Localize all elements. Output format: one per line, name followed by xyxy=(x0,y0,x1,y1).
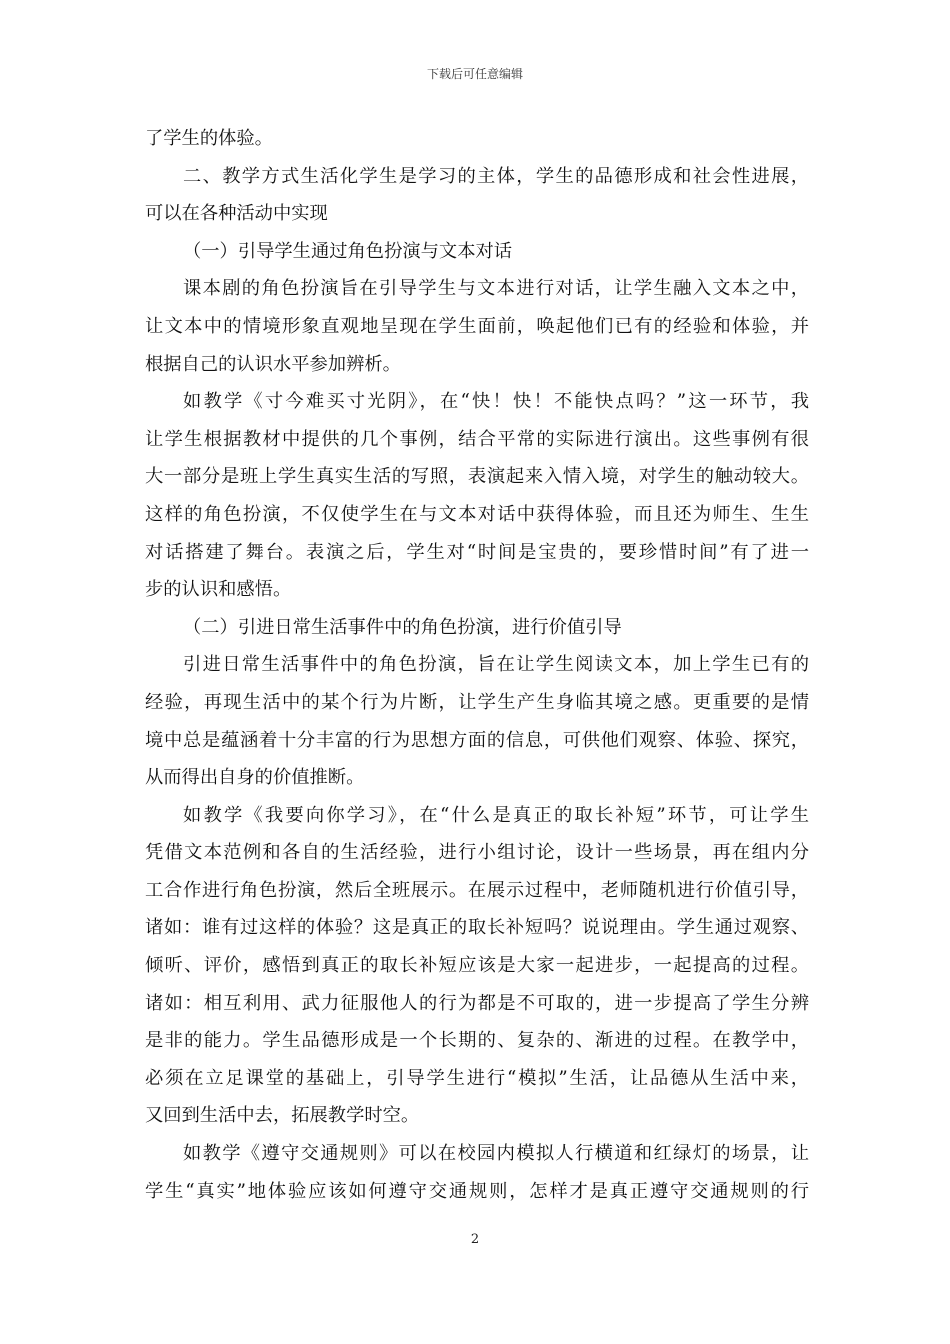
text-line: 二、教学方式生活化学生是学习的主体，学生的品德形成和社会性进展， xyxy=(183,165,809,187)
text-line: 凭借文本范例和各自的生活经验，进行小组讨论，设计一些场景，再在组内分 xyxy=(145,842,809,864)
text-line: （一）引导学生通过角色扮演与文本对话 xyxy=(183,240,513,262)
text-line: 课本剧的角色扮演旨在引导学生与文本进行对话，让学生融入文本之中， xyxy=(183,278,809,300)
text-line: 这样的角色扮演，不仅使学生在与文本对话中获得体验，而且还为师生、生生 xyxy=(145,503,809,525)
text-line: 倾听、评价，感悟到真正的取长补短应该是大家一起进步，一起提高的过程。 xyxy=(145,955,809,977)
page-header: 下载后可任意编辑 xyxy=(426,67,523,81)
text-line: （二）引进日常生活事件中的角色扮演，进行价值引导 xyxy=(183,616,622,638)
text-line: 大一部分是班上学生真实生活的写照，表演起来入情入境，对学生的触动较大。 xyxy=(145,466,809,488)
text-line: 境中总是蕴涵着十分丰富的行为思想方面的信息，可供他们观察、体验、探究， xyxy=(145,729,809,751)
text-line: 引进日常生活事件中的角色扮演，旨在让学生阅读文本，加上学生已有的 xyxy=(183,654,809,676)
text-line: 诸如：相互利用、武力征服他人的行为都是不可取的，进一步提高了学生分辨 xyxy=(145,992,809,1014)
text-line: 又回到生活中去，拓展教学时空。 xyxy=(145,1105,420,1127)
text-line: 让学生根据教材中提供的几个事例，结合平常的实际进行演出。这些事例有很 xyxy=(145,428,809,450)
text-line: 必须在立足课堂的基础上，引导学生进行“模拟”生活，让品德从生活中来， xyxy=(145,1067,809,1089)
text-line: 对话搭建了舞台。表演之后，学生对“时间是宝贵的，要珍惜时间”有了进一 xyxy=(145,541,809,563)
text-line: 根据自己的认识水平参加辨析。 xyxy=(145,353,401,375)
text-line: 学生“真实”地体验应该如何遵守交通规则，怎样才是真正遵守交通规则的行 xyxy=(145,1180,809,1202)
document-body xyxy=(145,120,809,1210)
text-line: 工合作进行角色扮演，然后全班展示。在展示过程中，老师随机进行价值引导， xyxy=(145,879,809,901)
text-line: 从而得出自身的价值推断。 xyxy=(145,767,365,789)
text-line: 如教学《遵守交通规则》可以在校园内模拟人行横道和红绿灯的场景，让 xyxy=(183,1143,809,1165)
text-line: 如教学《我要向你学习》，在“什么是真正的取长补短”环节，可让学生 xyxy=(183,804,809,826)
text-line: 诸如：谁有过这样的体验？这是真正的取长补短吗？说说理由。学生通过观察、 xyxy=(145,917,809,939)
text-line: 经验，再现生活中的某个行为片断，让学生产生身临其境之感。更重要的是情 xyxy=(145,691,809,713)
text-line: 如教学《寸今难买寸光阴》，在“快！快！不能快点吗？”这一环节，我 xyxy=(183,391,809,413)
text-line: 步的认识和感悟。 xyxy=(145,579,292,601)
page-number: 2 xyxy=(470,1232,480,1247)
text-line: 可以在各种活动中实现 xyxy=(145,203,328,225)
text-line: 是非的能力。学生品德形成是一个长期的、复杂的、渐进的过程。在教学中， xyxy=(145,1030,809,1052)
text-line: 让文本中的情境形象直观地呈现在学生面前，唤起他们已有的经验和体验，并 xyxy=(145,315,809,337)
text-line: 了学生的体验。 xyxy=(145,128,273,149)
